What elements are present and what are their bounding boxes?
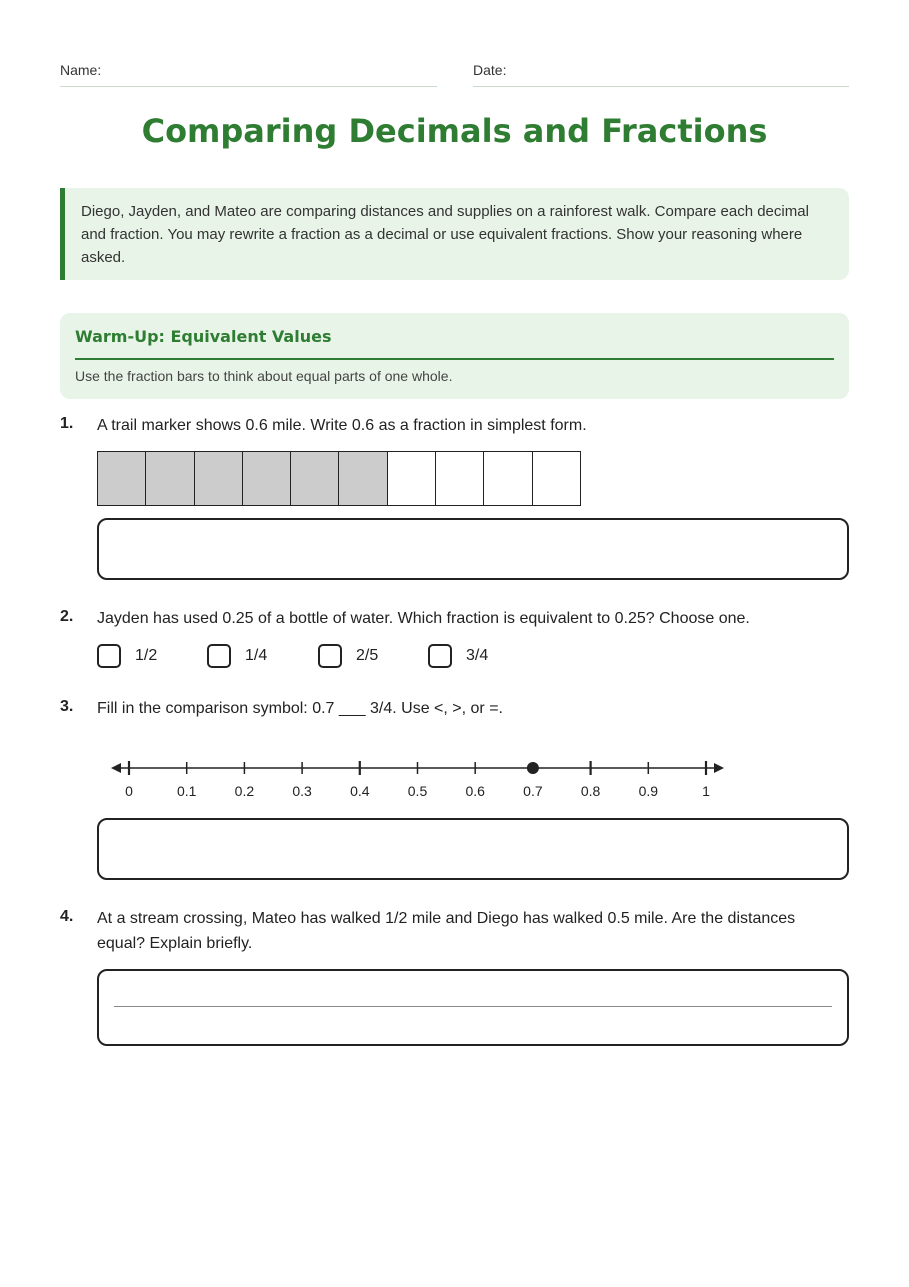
option-checkbox[interactable] [97,644,121,668]
number-line-tick-label: 0.1 [176,783,197,799]
option-2-5[interactable] [318,644,378,668]
worksheet-title: Comparing Decimals and Fractions [141,112,768,150]
option-3-4[interactable] [428,644,488,668]
section-title: Warm-Up: Equivalent Values [75,327,332,346]
fraction-bar-cell [533,452,580,505]
fraction-bar-cell-shaded [291,452,339,505]
option-label: 3/4 [466,647,489,664]
fraction-bar-cell-shaded [195,452,243,505]
option-1-2[interactable] [97,644,157,668]
number-line-tick-label: 0.6 [465,783,485,799]
fraction-bar-cell [484,452,532,505]
name-label: Name: [60,62,102,78]
left-arrow-icon [111,763,121,773]
number-line-tick-label: 0 [125,783,133,799]
intro-text: Diego, Jayden, and Mateo are comparing distances and supplies on a rainforest walk. Compare each decimal and fraction. You may rewrite a fraction as a decimal or use equivalent fractions. Show your reasoning where asked. [81,203,809,266]
answer-writing-line [114,1006,832,1007]
fraction-bar-cell-shaded [146,452,194,505]
number-line-tick-label: 0.7 [523,783,543,799]
question-4-answer-box[interactable] [97,969,849,1046]
section-subtitle: Use the fraction bars to think about equal parts of one whole. [75,368,453,384]
right-arrow-icon [714,763,724,773]
option-checkbox[interactable] [207,644,231,668]
intro-box [60,188,849,280]
question-1-number: 1. [60,415,74,432]
date-label: Date: [473,62,507,78]
number-line-tick-label: 0.8 [580,783,601,799]
fraction-bar-cell-shaded [98,452,146,505]
question-1-text: A trail marker shows 0.6 mile. Write 0.6 as a fraction in simplest form. [97,417,587,434]
question-3-number: 3. [60,698,74,715]
question-3-answer-box[interactable] [97,818,849,880]
number-line-tick-label: 0.5 [407,783,428,799]
option-label: 2/5 [356,647,379,664]
number-line-tick-label: 1 [702,783,710,799]
section-header [60,313,849,399]
fraction-bar [97,451,581,506]
fraction-bar-cell [388,452,436,505]
number-line [97,745,737,810]
option-checkbox[interactable] [318,644,342,668]
number-line-tick-label: 0.9 [638,783,659,799]
number-line-point [527,762,539,774]
question-3-text: Fill in the comparison symbol: 0.7 ___ 3/4. Use <, >, or =. [97,700,503,717]
question-4-number: 4. [60,908,74,925]
number-line-tick-label: 0.3 [292,783,312,799]
number-line-tick-label: 0.2 [234,783,255,799]
question-4-text: At a stream crossing, Mateo has walked 1/2 mile and Diego has walked 0.5 mile. Are the distances equal? Explain briefly. [97,910,796,952]
option-checkbox[interactable] [428,644,452,668]
date-field-line[interactable] [473,86,849,87]
question-1-answer-box[interactable] [97,518,849,580]
fraction-bar-cell [436,452,484,505]
option-1-4[interactable] [207,644,267,668]
number-line-tick-label: 0.4 [350,783,370,799]
fraction-bar-cell-shaded [243,452,291,505]
section-divider [75,358,834,360]
fraction-bar-cell-shaded [339,452,387,505]
question-2-number: 2. [60,608,74,625]
option-label: 1/2 [135,647,158,664]
option-label: 1/4 [245,647,268,664]
question-2-text: Jayden has used 0.25 of a bottle of water. Which fraction is equivalent to 0.25? Choose one. [97,610,750,627]
name-field-line[interactable] [60,86,437,87]
